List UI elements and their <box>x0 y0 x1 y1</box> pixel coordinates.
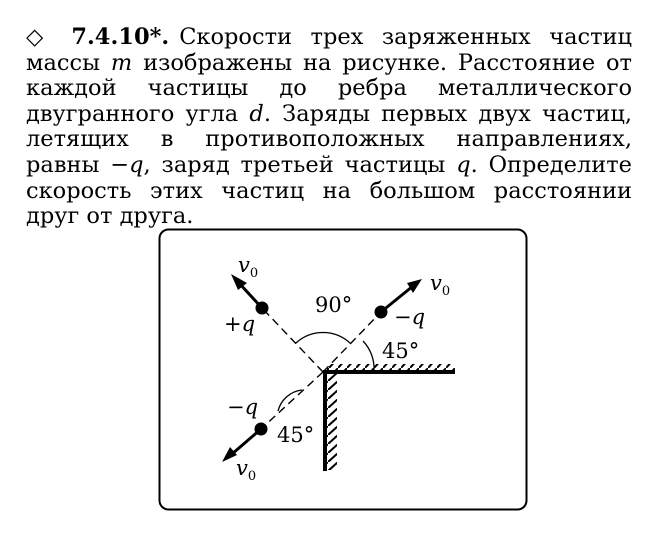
label-angle-90: 90° <box>315 293 353 317</box>
label-charge-minus-q-bottom: −q <box>227 395 259 419</box>
particle-dot <box>255 423 268 436</box>
particle-dot <box>256 302 269 315</box>
dihedral-angle-diagram <box>158 228 528 511</box>
problem-text-part: Скорости трех заряженных частиц массы <box>26 24 632 76</box>
label-charge-plus-q: +q <box>224 312 256 336</box>
problem-var-d: d <box>249 100 264 127</box>
problem-text-part: . Определите скорость этих частиц на большом расстоянии друг от друга. <box>26 151 632 230</box>
label-v0-top-left: $v_0$ <box>238 253 259 281</box>
problem-var-q: q <box>456 151 471 178</box>
hatching-vertical <box>327 374 337 470</box>
problem-text-part: изображены на рисунке. Расстояние от каждой частицы до ребра металлического двугранного угла <box>26 49 633 127</box>
label-angle-45-bottom: 45° <box>277 423 315 447</box>
diamond-marker-icon: ◇ <box>26 24 44 50</box>
label-angle-45-right: 45° <box>382 339 420 363</box>
problem-text-part: , заряд третьей частицы <box>143 151 457 178</box>
problem-var-m: m <box>110 49 133 76</box>
label-charge-minus-q-right: −q <box>394 305 426 329</box>
problem-var-q: q <box>129 151 144 178</box>
problem-text-part: . Заряды первых двух частиц, летящих в противоположных направлениях, равны − <box>26 100 632 178</box>
label-v0-bottom: $v_0$ <box>236 456 257 484</box>
problem-number: 7.4.10*. <box>71 24 170 50</box>
label-v0-top-right: $v_0$ <box>430 271 451 299</box>
problem-statement <box>26 25 632 230</box>
particle-dot <box>375 306 388 319</box>
figure-frame <box>158 228 528 511</box>
